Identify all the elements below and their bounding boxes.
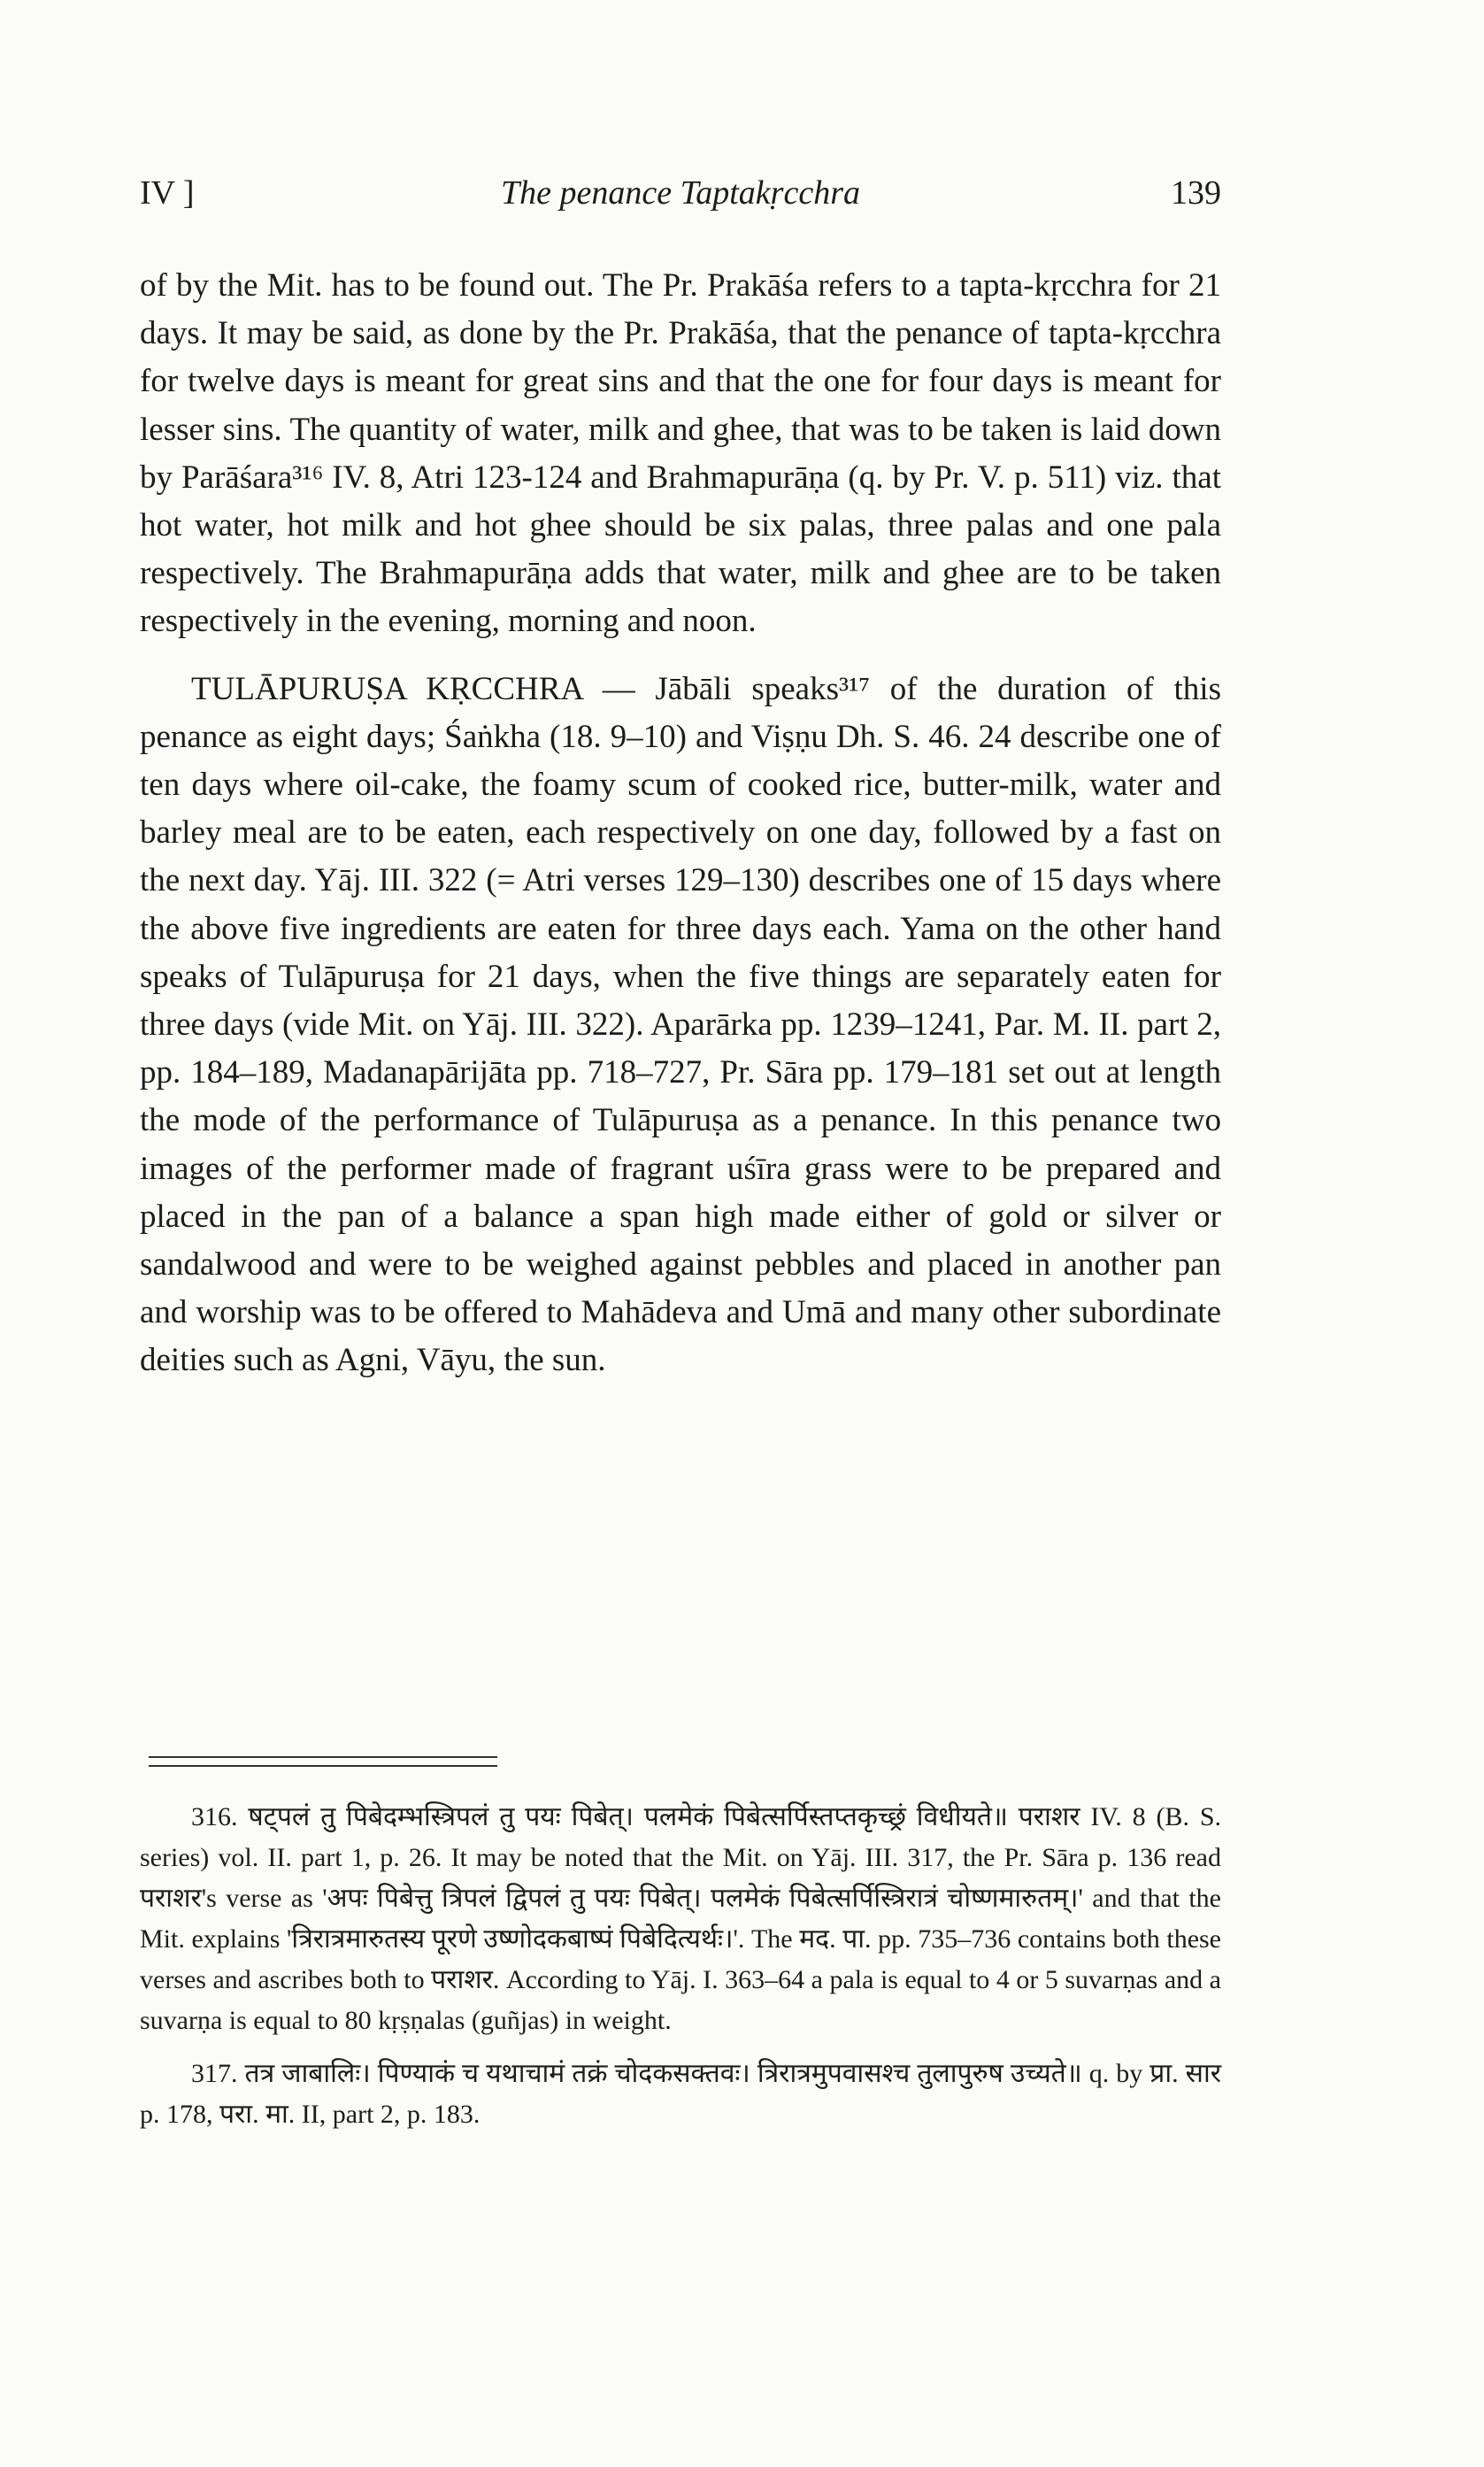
running-title: The penance Taptakṛcchra: [501, 174, 860, 212]
page-number: 139: [1171, 174, 1221, 212]
footnote-316: 316. षट्पलं तु पिबेदम्भस्त्रिपलं तु पयः पिबेत्। पलमेकं पिबेत्सर्पिस्तप्तकृच्छ्रं विधीयते॥ पराशर IV. 8 (B. S. series) vol. II. part 1, p. 26. It may be noted that the Mit. on Yāj. III. 317, the Pr. Sāra p. 136 read पराशर's verse as 'अपः पिबेत्तु त्रिपलं द्विपलं तु पयः पिबेत्। पलमेकं पिबेत्सर्पिस्त्रिरात्रं चोष्णमारुतम्।' and that the Mit. explains 'त्रिरात्रमारुतस्य पूरणे उष्णोदकबाष्पं पिबेदित्यर्थः।'. The मद. पा. pp. 735–736 contains both these verses and ascribes both to पराशर. According to Yāj. I. 363–64 a pala is equal to 4 or 5 suvarṇas and a suvarṇa is equal to 80 kṛṣṇalas (guñjas) in weight.: [140, 1802, 1221, 2035]
paragraph-2: TULĀPURUṢA KṚCCHRA — Jābāli speaks³¹⁷ of the duration of this penance as eight days; Śaṅkha (18. 9–10) and Viṣṇu Dh. S. 46. 24 describe one of ten days where oil-cake, the foamy scum of cooked rice, butter-milk, water and barley meal are to be eaten, each respectively on one day, followed by a fast on the next day. Yāj. III. 322 (= Atri verses 129–130) describes one of 15 days where the above five ingredients are eaten for three days each. Yama on the other hand speaks of Tulāpuruṣa for 21 days, when the five things are separately eaten for three days (vide Mit. on Yāj. III. 322). Aparārka pp. 1239–1241, Par. M. II. part 2, pp. 184–189, Madanapārijāta pp. 718–727, Pr. Sāra pp. 179–181 set out at length the mode of the performance of Tulāpuruṣa as a penance. In this penance two images of the performer made of fragrant uśīra grass were to be prepared and placed in the pan of a balance a span high made either of gold or silver or sandalwood and were to be weighed against pebbles and placed in another pan and worship was to be offered to Mahādeva and Umā and many other subordinate deities such as Agni, Vāyu, the sun.: [140, 670, 1221, 1379]
running-header: [140, 173, 1221, 218]
main-text: [140, 262, 1221, 1385]
footnote-317: 317. तत्र जाबालिः। पिण्याकं च यथाचामं तक्रं चोदकसक्तवः। त्रिरात्रमुपवासश्च तुलापुरुष उच्यते॥ q. by प्रा. सार p. 178, परा. मा. II, part 2, p. 183.: [140, 2059, 1221, 2129]
section-label: IV ]: [140, 174, 195, 212]
footnote-rule: [149, 1756, 497, 1767]
paragraph-1: of by the Mit. has to be found out. The Pr. Prakāśa refers to a tapta-kṛcchra for 21 days. It may be said, as done by the Pr. Prakāśa, that the penance of tapta-kṛcchra for twelve days is meant for great sins and that the one for four days is meant for lesser sins. The quantity of water, milk and ghee, that was to be taken is laid down by Parāśara³¹⁶ IV. 8, Atri 123-124 and Brahmapurāṇa (q. by Pr. V. p. 511) viz. that hot water, hot milk and hot ghee should be six palas, three palas and one pala respectively. The Brahmapurāṇa adds that water, milk and ghee are to be taken respectively in the evening, morning and noon.: [140, 267, 1221, 640]
footnotes: [140, 1797, 1221, 2135]
